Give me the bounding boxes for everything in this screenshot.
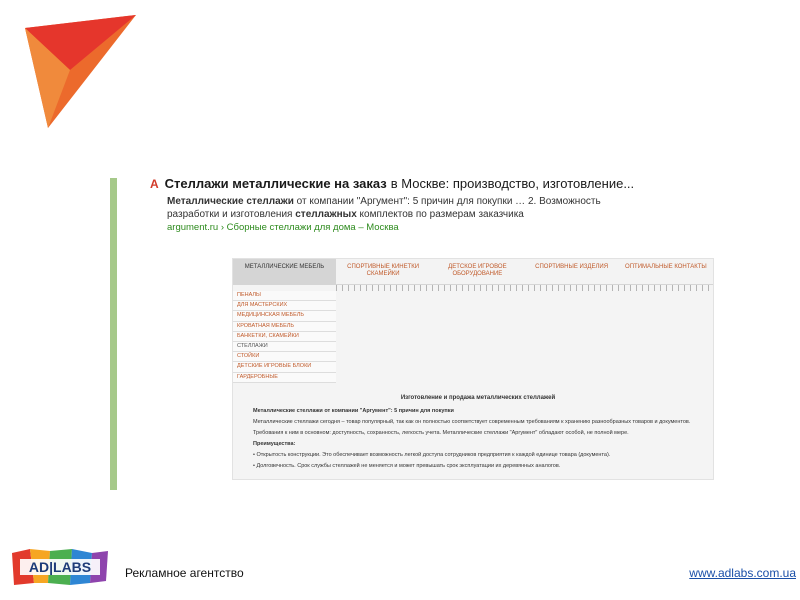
- article-lead: Металлические стеллажи от компании "Аргумент": 5 причин для покупки: [253, 408, 454, 414]
- menu-item-active[interactable]: СТЕЛЛАЖИ: [233, 342, 336, 352]
- brand-triangle-logo: [0, 0, 140, 135]
- snippet-title[interactable]: [150, 176, 635, 191]
- search-result-snippet: [150, 176, 635, 233]
- snippet-title-bold[interactable]: Стеллажи металлические на заказ: [164, 176, 387, 191]
- nav-item-playground[interactable]: ДЕТСКОЕ ИГРОВОЕ ОБОРУДОВАНИЕ: [448, 264, 507, 277]
- article-paragraph: Требования к ним в основном: доступность, сохранность, легкость учета. Металлические стеллажи "Аргумент" обладают особой, не полной мере.: [253, 430, 629, 436]
- article-heading: Изготовление и продажа металлических стеллажей: [400, 395, 556, 401]
- menu-item[interactable]: ПЕНАЛЫ: [233, 291, 336, 301]
- site-top-nav: [233, 259, 713, 285]
- menu-item[interactable]: СТОЙКИ: [233, 352, 336, 362]
- direct-badge-icon: A: [150, 176, 159, 191]
- menu-item[interactable]: МЕДИЦИНСКАЯ МЕБЕЛЬ: [233, 311, 336, 321]
- snippet-text-end: комплектов по размерам заказчика: [356, 209, 524, 220]
- menu-item[interactable]: ГАРДЕРОБНЫЕ: [233, 373, 336, 383]
- advantage-item: • Долговечность. Срок службы стеллажей не меняется и может превышать срок эксплуатации их деревянных аналогов.: [253, 463, 561, 469]
- menu-item[interactable]: ДЛЯ МАСТЕРСКИХ: [233, 301, 336, 311]
- snippet-text: [150, 195, 630, 221]
- menu-item[interactable]: БАНКЕТКИ, СКАМЕЙКИ: [233, 332, 336, 342]
- site-article: [253, 395, 703, 474]
- accent-bar: [110, 178, 117, 490]
- snippet-text-bold1: Металлические стеллажи: [167, 196, 294, 207]
- website-preview: [232, 258, 714, 480]
- nav-item-contacts[interactable]: ОПТИМАЛЬНЫЕ КОНТАКТЫ: [625, 264, 707, 270]
- snippet-title-rest[interactable]: в Москве: производство, изготовление...: [390, 176, 635, 191]
- footer-website-link[interactable]: www.adlabs.com.ua: [689, 566, 796, 580]
- snippet-url[interactable]: argument.ru › Сборные стеллажи для дома – Москва: [167, 222, 399, 233]
- snippet-text-mid: от компании "Аргумент": 5 причин для покупки … 2. Возможность разработки и изготовления: [167, 196, 601, 220]
- footer-agency-label: Рекламное агентство: [125, 566, 244, 580]
- snippet-text-bold2: стеллажных: [295, 209, 357, 220]
- article-paragraph: Металлические стеллажи сегодня – товар популярный, так как он полностью соответствует современным требованиям к хранению разнообразных товаров и документов.: [253, 419, 691, 425]
- adlabs-logo: [10, 547, 110, 587]
- nav-item-furniture[interactable]: МЕТАЛЛИЧЕСКИЕ МЕБЕЛЬ: [233, 259, 336, 284]
- svg-text:AD|LABS: AD|LABS: [28, 559, 92, 575]
- nav-item-sports[interactable]: СПОРТИВНЫЕ КИНЕТКИ СКАМЕЙКИ: [347, 264, 420, 277]
- advantage-item: • Открытость конструкции. Это обеспечивает возможность легкой доступа сотрудников предприятия к каждой единице товара (документа).: [253, 452, 611, 458]
- ruler-decoration: [336, 285, 713, 291]
- advantages-title: Преимущества:: [253, 441, 296, 447]
- menu-item[interactable]: КРОВАТНАЯ МЕБЕЛЬ: [233, 322, 336, 332]
- menu-item[interactable]: ДЕТСКИЕ ИГРОВЫЕ БЛОКИ: [233, 362, 336, 372]
- nav-item-sport-products[interactable]: СПОРТИВНЫЕ ИЗДЕЛИЯ: [535, 264, 609, 270]
- site-side-menu: [233, 291, 336, 383]
